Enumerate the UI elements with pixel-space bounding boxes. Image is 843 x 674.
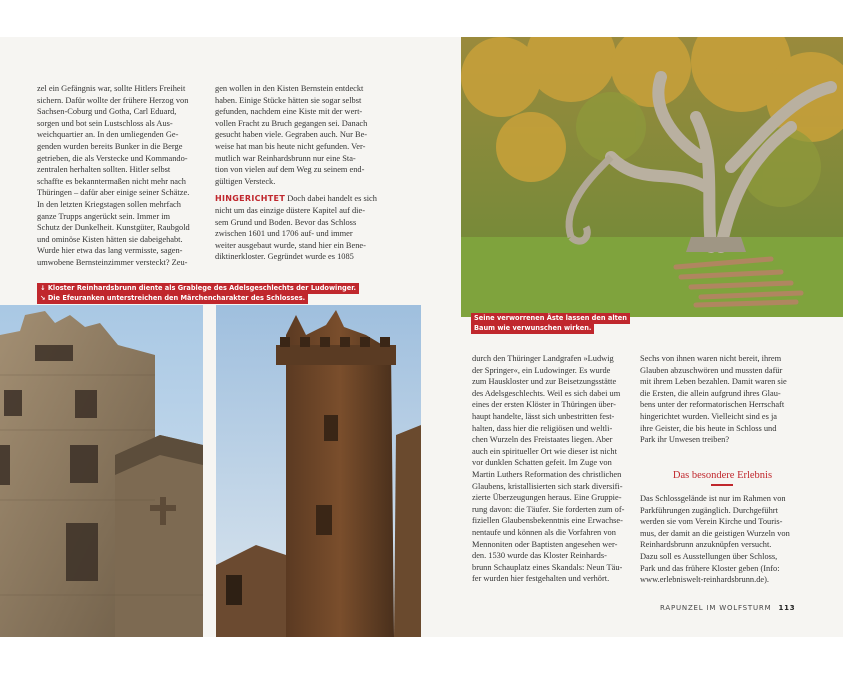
text-column-4-box [640,493,805,586]
body-text-with-lead [215,193,385,263]
tower-photo [216,305,421,637]
tree-caption-line2: Baum wie verwunschen wirken. [471,323,594,334]
section-lead-word: HINGERICHTET [215,194,286,204]
page-number: 113 [778,604,796,612]
photo-caption-tower: ↘ Die Efeuranken unterstreichen den Märchencharakter des Schlosses. [37,293,308,304]
photo-caption-castle: ↓ Kloster Reinhardsbrunn diente als Grablege des Adelsgeschlechts der Ludowinger. [37,283,359,294]
page-footer [660,604,795,612]
running-title: RAPUNZEL IM WOLFSTURM [660,604,772,612]
body-text: gen wollen in den Kisten Bernstein entdeckt haben. Einige Stücke hätten sie sogar selbst gefunden, nachdem eine Kiste mit der wert- vollen Fracht zu Bruch gegangen sei. Danach gesucht haben viele. Gegraben auch. Nur Be- weise hat man bis heute nicht gefunden. Ver- mutlich war Reinhardsbrunn nur eine Sta- tion von vielen auf dem Weg zu seinem end- gültigen Versteck. [215,84,368,186]
box-subheading: Das besondere Erlebnis [672,470,773,481]
body-text: durch den Thüringer Landgrafen »Ludwig der Springer«, ein Ludowinger. Es wurde zum Hauskloster und zur Beisetzungsstätte des Adelsgeschlechts. Weil es sich dabei um eines der ersten Klöster in Thüringen über- haupt handelte, lässt sich unbestritten fest- halten, dass hier die religiösen und weltli- chen Wurzeln des Freistaates liegen. Aber auch ein spiritueller Ort wie dieser ist nicht vor dunklen Schatten gefeit. Im Zuge von Martin Luthers Reformation des christlichen Glaubens, kristallisierten sich stark diversifi- zierte Überzeugungen heraus. Eine Gruppie- rung davon: die Täufer. Sie forderten zum of- fiziellen Glaubensbekenntnis eine Erwachse- nentaufe und können als die Vorfahren von Mennoniten oder Baptisten angesehen wer- den. 1530 wurde das Kloster Reinhards- brunn Schauplatz eines Skandals: Neun Täu- fer wurden hier festgehalten und verhört. [472,354,625,584]
tree-photo [461,37,843,317]
text-column-4 [640,353,805,446]
text-column-1 [37,83,205,269]
body-text: Sechs von ihnen waren nicht bereit, ihrem Glauben abzuschwören und mussten dafür mit ihrem Leben bezahlen. Damit waren sie die Ersten, die allein aufgrund ihres Glau- bens unter der reformatorischen Herrschaft hingerichtet wurden. Vielleicht sind es ja ihre Geister, die bis heute in Schloss und Park ihr Unwesen treiben? [640,354,787,445]
text-column-2 [215,83,385,263]
book-spread [0,37,843,637]
body-text: Das Schlossgelände ist nur im Rahmen von Parkführungen zugänglich. Durchgeführt werden sie vom Verein Kirche und Touris- mus, der damit an die geistigen Wurzeln von Reinhardsbrunn anzuknüpfen versucht. Dazu soll es Ausstellungen über Schloss, Park und das frühere Kloster geben (Info: www.erlebniswelt-reinhardsbrunn.de). [640,494,790,585]
text-column-3 [472,353,632,585]
castle-facade-photo [0,305,203,637]
body-text: zel ein Gefängnis war, sollte Hitlers Freiheit sichern. Dafür wollte der frühere Herzog von Sachsen-Coburg und Gotha, Carl Eduard, sorgen und bot sein Lustschloss als Aus- weichquartier an. In den umliegenden Ge- genden wurden bereits Bunker in die Berge getrieben, die als Verstecke und Kommando- zentralen herhalten sollten. Hitler selbst schaffte es bekanntermaßen nicht mehr nach Thüringen – dafür aber einige seiner Schätze. In den letzten Kriegstagen sollen mehrfach ganze Trupps angerückt sein. Immer im Schutz der Dunkelheit. Kunstgüter, Raubgold und ominöse Kisten hätten sie dabeigehabt. Wurde hier etwa das lang vermisste, sagen- umwobene Bernsteinzimmer versteckt? Zeu- [37,84,190,267]
subheading-rule [711,484,733,486]
body-text: Doch dabei handelt es sich nicht um das einzige düstere Kapitel auf die- sem Grund und Boden. Bevor das Schloss zwischen 1601 und 1706 auf- und immer weiter ausgebaut wurde, stand hier ein Bene- diktinerkloster. Gegründet wurde es 1085 [215,194,377,262]
tree-caption-line1: Seine verworrenen Äste lassen den alten [471,313,630,324]
